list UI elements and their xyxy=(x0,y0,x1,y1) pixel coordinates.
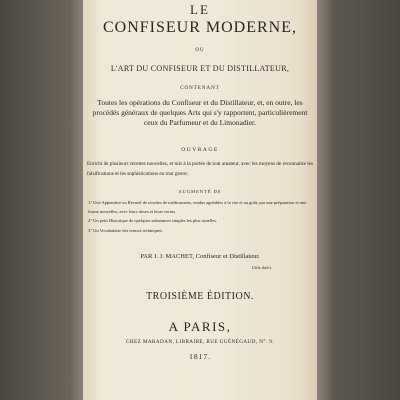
edition-line: TROISIÈME ÉDITION. xyxy=(146,291,254,302)
list-item: 3° Un Vocabulaire des termes techniques. xyxy=(88,227,163,233)
list-item: 2° Un petit Historique de quelques substances simples les plus usuelles. xyxy=(88,218,218,224)
description-paragraph: Toutes les opérations du Confiseur et du Distillateur, et, en outre, les procédés généraux de quelques Arts qui s'y rapportent, particulièrement ceux du Parfumeur et du Limonadier. xyxy=(92,98,308,128)
author-line: PAR J. J. MACHET, Confiseur et Distillateur. xyxy=(140,253,260,260)
title-article: LE xyxy=(190,2,210,17)
year-line: 1817. xyxy=(189,352,211,361)
ouvrage-paragraph: Enrichi de plusieurs recettes nouvelles, et mis à la portée de tout amateur, avec les moyens de reconnaître les falsifications et les sophistications en tout genre; xyxy=(87,161,313,177)
book-subtitle: L'ART DU CONFISEUR ET DU DISTILLATEUR, xyxy=(110,64,290,73)
supplements-list xyxy=(88,198,314,235)
list-item: 1° Une Appendice ou Recueil de recettes de médicamens, rendus agréables à la vue et au goût, par une préparation et une forme nouvelles, avec leurs doses et leurs vertus. xyxy=(88,200,307,215)
book-left-background xyxy=(0,0,83,400)
augmente-label: AUGMENTÉ DE xyxy=(178,189,222,194)
publisher-line: CHEZ MARADAN, LIBRAIRE, RUE GUÉNÉGAUD, N°. 9. xyxy=(126,339,274,345)
conjunction-ou: OU xyxy=(195,48,205,53)
contenant-label: CONTENANT xyxy=(180,86,220,91)
title-page xyxy=(83,0,317,400)
city-line: A PARIS, xyxy=(168,319,232,334)
motto: Utile dulci. xyxy=(251,265,272,270)
book-right-background xyxy=(317,0,400,400)
ouvrage-label: OUVRAGE xyxy=(181,147,219,153)
book-title: CONFISEUR MODERNE, xyxy=(102,19,297,36)
